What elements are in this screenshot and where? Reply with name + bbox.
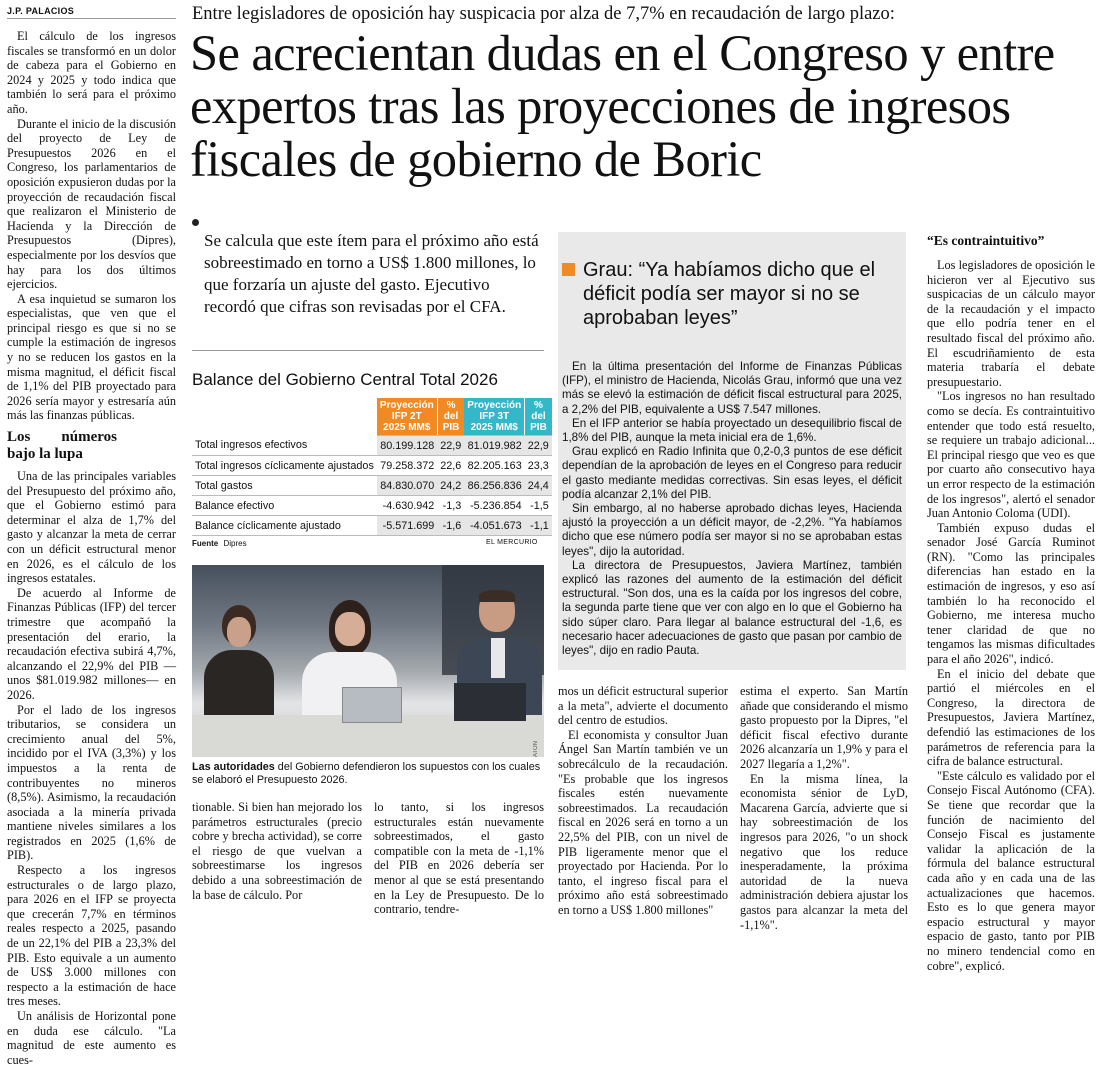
paragraph: En la última presentación del Informe de Finanzas Públicas (IFP), el ministro de Hacienda, Nicolás Grau, informó que una vez más se elevó la estimación de déficit fiscal estructural para 2025, a 2,2% del PIB, equivalente a US$ 7.547 millones. xyxy=(562,360,902,416)
table-row xyxy=(192,496,552,516)
table-row xyxy=(192,436,552,456)
cell-pct: -1,3 xyxy=(437,496,464,516)
row-label: Balance efectivo xyxy=(192,496,377,516)
cell-value: -4.630.942 xyxy=(377,496,437,516)
subhead-numeros: Los números bajo la lupa xyxy=(7,429,117,463)
grau-title: Grau: “Ya habíamos dicho que el déficit podía ser mayor si no se aprobaban leyes” xyxy=(583,259,876,329)
cell-pct: 24,2 xyxy=(437,476,464,496)
cell-value: 80.199.128 xyxy=(377,436,437,456)
deck-rule xyxy=(192,350,544,351)
header-pib-2: % del PIB xyxy=(525,398,552,436)
cell-value: 84.830.070 xyxy=(377,476,437,496)
table-source xyxy=(192,539,247,548)
orange-square-icon xyxy=(562,263,575,276)
table-header-row xyxy=(192,398,552,436)
caption-text: del Gobierno defendieron los supuestos con los cuales se elaboró el Presupuesto 2026. xyxy=(192,761,541,786)
cell-pct: 22,6 xyxy=(437,456,464,476)
deck-bullet-icon xyxy=(192,219,199,226)
paragraph: Respecto a los ingresos estructurales o de largo plazo, para 2026 en el IFP se proyecta que crecerán 7,7% en términos reales respecto a 2025, pasando de un 22,1% del PIB a 23,3% del PIB. Esto equivale a un aumento de US$ 3.000 millones con respecto a la estimación de hace tres meses. xyxy=(7,863,176,1009)
cell-value: 82.205.163 xyxy=(464,456,524,476)
table-row xyxy=(192,516,552,536)
kicker: Entre legisladores de oposición hay suspicacia por alza de 7,7% en recaudación de largo plazo: xyxy=(192,4,895,24)
paragraph: Grau explicó en Radio Infinita que 0,2-0,3 puntos de ese déficit dependían de la aprobación de leyes en el Congreso para reducir el gasto mediante medidas correctivas. Sin esas leyes, el déficit podía alcanzar 2,1% del PIB. xyxy=(562,445,902,501)
paragraph: La directora de Presupuestos, Javiera Martínez, también explicó las razones del aumento de la estimación del déficit estructural. "Son dos, una es la caída por los ingresos del cobre, la segunda parte tiene que ver con algo en lo que el Gobierno ha sido súper claro. Para llegar al balance estructural del -1,6, es necesario hacer adecuaciones de gasto que pasan por cambio de leyes", dijo en radio Pauta. xyxy=(562,558,902,658)
paragraph: El cálculo de los ingresos fiscales se transformó en un dolor de cabeza para el Gobierno en 2024 y 2025 y todo indica que también lo será para el próximo año. xyxy=(7,29,176,116)
cell-value: -5.236.854 xyxy=(464,496,524,516)
row-label: Total gastos xyxy=(192,476,377,496)
cell-pct: -1,5 xyxy=(525,496,552,516)
source-label: Fuente xyxy=(192,539,219,548)
caption-bold: Las autoridades xyxy=(192,761,275,773)
photo-person-left xyxy=(204,605,274,725)
paragraph: A esa inquietud se sumaron los especialistas, que ven que el principal riesgo es que si no se cumple la estimación de ingresos y no se reducen los gastos en la misma magnitud, el déficit fiscal de 1,1% del PIB proyectado para 2026 sería mayor y estresaría aún más las finanzas públicas. xyxy=(7,291,176,423)
paragraph: Sin embargo, al no haberse aprobado dichas leyes, Hacienda ajustó la proyección a un déficit mayor, de -2,2%. "Ya habíamos dicho que ese número podía ser mayor si no se aprobaban estas leyes", dijo la autoridad. xyxy=(562,502,902,558)
cell-value: -5.571.699 xyxy=(377,516,437,536)
paragraph: El economista y consultor Juan Ángel San Martín también ve un sobrecálculo de la recaudación. "Es probable que los ingresos fiscales estén nuevamente sobreestimados. La recaudación fiscal en 2026 será en torno a un 22,5% del PIB, con un nivel de PIB ligeramente menor que el proyectado por Hacienda. Por lo tanto, el ingreso fiscal para el próximo año está sobreestimado en torno a US$ 1.800 millones" xyxy=(558,727,728,917)
deck: Se calcula que este ítem para el próximo año está sobreestimado en torno a US$ 1.800 millones, lo que forzaría un ajuste del gasto. Ejecutivo recordó que cifras son revisadas por el CFA. xyxy=(204,231,539,316)
cell-value: 86.256.836 xyxy=(464,476,524,496)
cell-value: 79.258.372 xyxy=(377,456,437,476)
table-credit: EL MERCURIO xyxy=(486,539,538,546)
news-photo xyxy=(192,565,544,757)
paragraph: En el IFP anterior se había proyectado un desequilibrio fiscal de 1,8% del PIB, aunque la meta inicial era de 1,6%. xyxy=(562,416,902,445)
row-label: Total ingresos efectivos xyxy=(192,436,377,456)
cell-pct: -1,1 xyxy=(525,516,552,536)
header-pib-1: % del PIB xyxy=(437,398,464,436)
photo-laptop xyxy=(342,687,402,723)
byline-rule xyxy=(7,18,176,19)
table-title: Balance del Gobierno Central Total 2026 xyxy=(192,370,498,389)
row-label: Balance cíclicamente ajustado xyxy=(192,516,377,536)
cell-pct: 24,4 xyxy=(525,476,552,496)
cell-value: 81.019.982 xyxy=(464,436,524,456)
paragraph: Un análisis de Horizontal pone en duda ese cálculo. "La magnitud de este aumento es cues- xyxy=(7,1009,176,1067)
cell-pct: -1,6 xyxy=(437,516,464,536)
paragraph: Durante el inicio de la discusión del proyecto de Ley de Presupuestos 2026 en el Congreso, los parlamentarios de oposición expusieron dudas por la proyección de recaudación fiscal que realizaron el Ministerio de Hacienda y la Dirección de Presupuestos (Dipres), especialmente por los desvíos que hay para los dos últimos ejercicios. xyxy=(7,116,176,292)
header-proj-3t: Proyección IFP 3T 2025 MM$ xyxy=(464,398,524,436)
table-row xyxy=(192,476,552,496)
paragraph: tionable. Si bien han mejorado los parámetros estructurales (precio cobre y brecha actividad), se corre el riesgo de que vuelvan a sobreestimarse los ingresos debido a una sobreestimación de la base de cálculo. Por xyxy=(192,800,362,902)
cell-pct: 22,9 xyxy=(525,436,552,456)
photo-laptop xyxy=(454,683,526,721)
photo-credit: ATON xyxy=(533,741,539,757)
cell-pct: 22,9 xyxy=(437,436,464,456)
photo-caption xyxy=(192,761,542,787)
paragraph: lo tanto, si los ingresos estructurales están nuevamente sobreestimados, el gasto compatible con la meta de -1,1% del PIB en 2026 debería ser menor al que se está presentando en la Ley de Presupuesto. De lo contrario, tendre- xyxy=(374,800,544,917)
paragraph: "Este cálculo es validado por el Consejo Fiscal Autónomo (CFA). Se tiene que recordar que la función de nacimiento del Consejo Fiscal es justamente validar la aplicación de la fórmula del balance estructural cada año y en cada una de las actualizaciones que hacemos. Esto es lo que genera mayor espacio estructural y mayor espacio de gasto, tanto por PIB no minero tendencial como en cobre", explicó. xyxy=(927,768,1095,973)
paragraph: "Los ingresos no han resultado como se decía. Es contraintuitivo entender que todo está resuelto, se requiere un trabajo adicional... El principal riesgo que veo es que por cuarto año consecutivo haya un error respecto de la estimación de los ingresos", alertó el senador Juan Antonio Coloma (UDI). xyxy=(927,389,1095,521)
header-proj-2t: Proyección IFP 2T 2025 MM$ xyxy=(377,398,437,436)
cell-pct: 23,3 xyxy=(525,456,552,476)
paragraph: Por el lado de los ingresos tributarios, se considera un crecimiento anual del 5%, incidido por el IVA (3,3%) y los impuestos a la renta de contribuyentes no mineros (8,5%). Asimismo, la recaudación asociada a la minería privada mantiene niveles similares a los registrados en 2025 (1,6% de PIB). xyxy=(7,702,176,863)
paragraph: En el inicio del debate que partió el miércoles en el Congreso, la directora de Presupuestos, Javiera Martínez, defendió las estimaciones de los parámetros de referencia para la cifra de balance estructural. xyxy=(927,666,1095,769)
cell-value: -4.051.673 xyxy=(464,516,524,536)
paragraph: También expuso dudas el senador José García Ruminot (RN). "Como las principales diferencias han estado en la estimación de ingresos, y eso así también lo ha reconocido el Gobierno, me interesa mucho tener claridad de que no tengamos las mismas dificultades para el año 2026", indicó. xyxy=(927,520,1095,667)
row-label: Total ingresos cíclicamente ajustados xyxy=(192,456,377,476)
column-1 xyxy=(7,29,176,1067)
byline: J.P. PALACIOS xyxy=(7,6,75,16)
paragraph: En la misma línea, la economista sénior de LyD, Macarena García, advierte que si hay sobreestimación de los ingresos para 2026, "o un shock negativo que los reduce inesperadamente, la próxima autoridad de la nueva administración debiera ajustar los gastos para alcanzar la meta del -1,1%". xyxy=(740,771,908,932)
column-6 xyxy=(927,232,1095,973)
table-row xyxy=(192,456,552,476)
paragraph: estima el experto. San Martín añade que considerando el mismo gasto propuesto por la Dipres, "el déficit fiscal efectivo durante 2026 alcanzaría un 1,9% y para el 2027 llegaría a 1,2%". xyxy=(740,684,908,771)
paragraph: Una de las principales variables del Presupuesto del próximo año, que el Gobierno estimó para determinar el alza de 1,7% del gasto y alcanzar la meta de cerrar con un déficit estructural menor en 2026, es el cálculo de los ingresos estatales. xyxy=(7,469,176,586)
grau-body xyxy=(562,360,902,658)
column-2-bottom xyxy=(192,800,362,902)
source-value: Dipres xyxy=(223,539,247,548)
paragraph: Los legisladores de oposición le hicieron ver al Ejecutivo sus suspicacias de un cálculo mayor de la recaudación y el impacto que ello podría tener en el resultado fiscal del próximo año. El escudriñamiento de esta materia trabaría el debate presupuestario. xyxy=(927,258,1095,389)
column-3-bottom xyxy=(374,800,544,917)
column-5-bottom xyxy=(740,684,908,932)
paragraph: De acuerdo al Informe de Finanzas Públicas (IFP) del tercer trimestre que acompañó la presentación del erario, la recaudación efectiva subirá 4,7%, alcanzando el 22,9% del PIB —unos $81.019.982 millones— en 2026. xyxy=(7,585,176,702)
headline: Se acrecientan dudas en el Congreso y entre expertos tras las proyecciones de ingresos fiscales de gobierno de Boric xyxy=(190,25,1055,187)
column-4-bottom xyxy=(558,684,728,918)
subhead-contraintuitivo: “Es contraintuitivo” xyxy=(927,233,1045,248)
balance-table xyxy=(192,398,552,536)
paragraph: mos un déficit estructural superior a la meta", advierte el documento del centro de estudios. xyxy=(558,684,728,728)
